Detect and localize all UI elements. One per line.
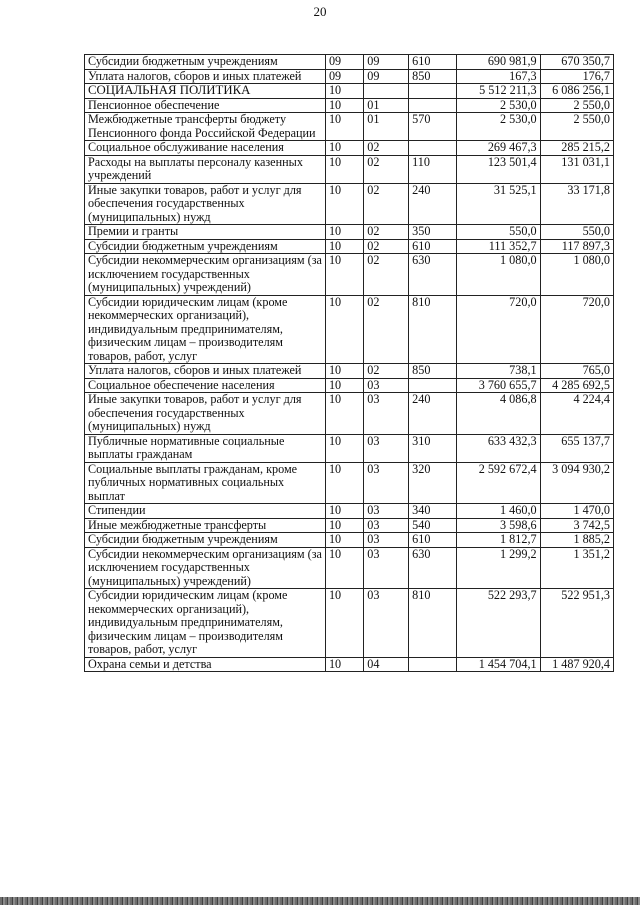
row-amount-year1-cell: 1 299,2 (457, 547, 540, 589)
row-amount-year1-cell: 738,1 (457, 364, 540, 379)
row-name-cell: Пенсионное обеспечение (85, 98, 326, 113)
budget-table-body (85, 55, 614, 672)
row-subsection-cell: 02 (364, 254, 409, 296)
row-amount-year2-cell: 1 351,2 (540, 547, 613, 589)
row-amount-year2-cell: 1 080,0 (540, 254, 613, 296)
row-section-cell: 10 (325, 84, 363, 99)
row-amount-year2-cell: 3 094 930,2 (540, 462, 613, 504)
row-amount-year2-cell: 522 951,3 (540, 589, 613, 658)
row-amount-year2-cell: 4 224,4 (540, 393, 613, 435)
row-name-cell: СОЦИАЛЬНАЯ ПОЛИТИКА (85, 84, 326, 99)
row-amount-year1-cell: 4 086,8 (457, 393, 540, 435)
row-expense-type-cell: 810 (409, 589, 457, 658)
row-expense-type-cell: 540 (409, 518, 457, 533)
table-row (85, 84, 614, 99)
budget-table (84, 54, 614, 672)
row-amount-year1-cell: 111 352,7 (457, 239, 540, 254)
row-subsection-cell: 02 (364, 141, 409, 156)
table-row (85, 183, 614, 225)
row-subsection-cell: 09 (364, 55, 409, 70)
row-amount-year1-cell: 1 460,0 (457, 504, 540, 519)
table-row (85, 518, 614, 533)
row-amount-year2-cell: 1 487 920,4 (540, 657, 613, 672)
row-amount-year1-cell: 2 530,0 (457, 113, 540, 141)
row-subsection-cell: 03 (364, 589, 409, 658)
row-amount-year1-cell: 2 530,0 (457, 98, 540, 113)
row-expense-type-cell: 310 (409, 434, 457, 462)
row-amount-year2-cell: 1 470,0 (540, 504, 613, 519)
row-expense-type-cell: 850 (409, 364, 457, 379)
row-section-cell: 10 (325, 141, 363, 156)
table-row (85, 589, 614, 658)
row-amount-year1-cell: 1 454 704,1 (457, 657, 540, 672)
row-amount-year2-cell: 33 171,8 (540, 183, 613, 225)
row-name-cell: Публичные нормативные социальные выплаты гражданам (85, 434, 326, 462)
row-expense-type-cell: 610 (409, 55, 457, 70)
row-section-cell: 10 (325, 239, 363, 254)
row-expense-type-cell (409, 98, 457, 113)
row-amount-year2-cell: 2 550,0 (540, 113, 613, 141)
row-expense-type-cell: 340 (409, 504, 457, 519)
table-row (85, 141, 614, 156)
table-row (85, 378, 614, 393)
row-expense-type-cell: 240 (409, 183, 457, 225)
row-expense-type-cell: 110 (409, 155, 457, 183)
row-name-cell: Субсидии некоммерческим организациям (за исключением государственных (муниципальных) учреждений) (85, 547, 326, 589)
row-subsection-cell: 03 (364, 378, 409, 393)
row-subsection-cell: 02 (364, 183, 409, 225)
row-name-cell: Субсидии бюджетным учреждениям (85, 239, 326, 254)
row-amount-year1-cell: 3 760 655,7 (457, 378, 540, 393)
table-row (85, 254, 614, 296)
row-subsection-cell: 02 (364, 225, 409, 240)
row-amount-year2-cell: 720,0 (540, 295, 613, 364)
row-section-cell: 10 (325, 393, 363, 435)
table-row (85, 657, 614, 672)
row-amount-year1-cell: 720,0 (457, 295, 540, 364)
row-subsection-cell: 03 (364, 518, 409, 533)
row-amount-year2-cell: 285 215,2 (540, 141, 613, 156)
row-section-cell: 10 (325, 155, 363, 183)
table-row (85, 98, 614, 113)
row-subsection-cell: 02 (364, 239, 409, 254)
row-expense-type-cell: 610 (409, 239, 457, 254)
row-name-cell: Субсидии юридическим лицам (кроме некоммерческих организаций), индивидуальным предпринимателям, физическим лицам – производителям товаров, работ, услуг (85, 589, 326, 658)
row-amount-year2-cell: 670 350,7 (540, 55, 613, 70)
row-subsection-cell: 03 (364, 504, 409, 519)
row-subsection-cell: 01 (364, 98, 409, 113)
row-amount-year1-cell: 550,0 (457, 225, 540, 240)
row-name-cell: Уплата налогов, сборов и иных платежей (85, 364, 326, 379)
table-row (85, 547, 614, 589)
row-subsection-cell: 04 (364, 657, 409, 672)
row-amount-year1-cell: 633 432,3 (457, 434, 540, 462)
row-name-cell: Социальные выплаты гражданам, кроме публичных нормативных социальных выплат (85, 462, 326, 504)
table-row (85, 225, 614, 240)
table-row (85, 239, 614, 254)
row-expense-type-cell: 810 (409, 295, 457, 364)
row-expense-type-cell (409, 141, 457, 156)
row-amount-year2-cell: 3 742,5 (540, 518, 613, 533)
row-name-cell: Стипендии (85, 504, 326, 519)
page-number: 20 (313, 4, 327, 19)
table-row (85, 434, 614, 462)
row-subsection-cell (364, 84, 409, 99)
row-subsection-cell: 02 (364, 155, 409, 183)
row-subsection-cell: 03 (364, 547, 409, 589)
table-row (85, 393, 614, 435)
row-name-cell: Иные закупки товаров, работ и услуг для обеспечения государственных (муниципальных) нужд (85, 183, 326, 225)
table-row (85, 533, 614, 548)
row-expense-type-cell (409, 378, 457, 393)
row-subsection-cell: 03 (364, 533, 409, 548)
row-expense-type-cell: 630 (409, 254, 457, 296)
row-expense-type-cell: 610 (409, 533, 457, 548)
scan-edge (0, 897, 640, 905)
row-name-cell: Иные закупки товаров, работ и услуг для обеспечения государственных (муниципальных) нужд (85, 393, 326, 435)
row-amount-year2-cell: 1 885,2 (540, 533, 613, 548)
row-section-cell: 10 (325, 113, 363, 141)
row-amount-year2-cell: 6 086 256,1 (540, 84, 613, 99)
row-name-cell: Субсидии некоммерческим организациям (за исключением государственных (муниципальных) учреждений) (85, 254, 326, 296)
row-amount-year1-cell: 2 592 672,4 (457, 462, 540, 504)
row-expense-type-cell: 570 (409, 113, 457, 141)
row-amount-year1-cell: 123 501,4 (457, 155, 540, 183)
row-subsection-cell: 02 (364, 295, 409, 364)
row-subsection-cell: 02 (364, 364, 409, 379)
row-subsection-cell: 03 (364, 393, 409, 435)
row-section-cell: 10 (325, 657, 363, 672)
row-amount-year1-cell: 3 598,6 (457, 518, 540, 533)
row-section-cell: 10 (325, 364, 363, 379)
row-amount-year1-cell: 5 512 211,3 (457, 84, 540, 99)
row-name-cell: Социальное обслуживание населения (85, 141, 326, 156)
row-section-cell: 09 (325, 55, 363, 70)
row-expense-type-cell: 350 (409, 225, 457, 240)
table-row (85, 113, 614, 141)
row-section-cell: 09 (325, 69, 363, 84)
row-expense-type-cell: 320 (409, 462, 457, 504)
table-row (85, 504, 614, 519)
row-subsection-cell: 01 (364, 113, 409, 141)
row-amount-year2-cell: 117 897,3 (540, 239, 613, 254)
row-amount-year1-cell: 167,3 (457, 69, 540, 84)
row-name-cell: Субсидии бюджетным учреждениям (85, 533, 326, 548)
row-section-cell: 10 (325, 434, 363, 462)
row-section-cell: 10 (325, 518, 363, 533)
row-name-cell: Субсидии юридическим лицам (кроме некоммерческих организаций), индивидуальным предпринимателям, физическим лицам – производителям товаров, работ, услуг (85, 295, 326, 364)
table-row (85, 55, 614, 70)
row-amount-year1-cell: 1 812,7 (457, 533, 540, 548)
row-section-cell: 10 (325, 378, 363, 393)
table-row (85, 364, 614, 379)
row-section-cell: 10 (325, 183, 363, 225)
row-subsection-cell: 09 (364, 69, 409, 84)
row-amount-year1-cell: 1 080,0 (457, 254, 540, 296)
row-name-cell: Межбюджетные трансферты бюджету Пенсионного фонда Российской Федерации (85, 113, 326, 141)
row-section-cell: 10 (325, 504, 363, 519)
table-row (85, 155, 614, 183)
table-row (85, 69, 614, 84)
row-name-cell: Иные межбюджетные трансферты (85, 518, 326, 533)
row-amount-year2-cell: 131 031,1 (540, 155, 613, 183)
row-name-cell: Уплата налогов, сборов и иных платежей (85, 69, 326, 84)
row-expense-type-cell: 630 (409, 547, 457, 589)
row-expense-type-cell: 850 (409, 69, 457, 84)
row-subsection-cell: 03 (364, 434, 409, 462)
row-section-cell: 10 (325, 98, 363, 113)
row-amount-year1-cell: 31 525,1 (457, 183, 540, 225)
row-subsection-cell: 03 (364, 462, 409, 504)
row-amount-year1-cell: 690 981,9 (457, 55, 540, 70)
row-name-cell: Социальное обеспечение населения (85, 378, 326, 393)
row-section-cell: 10 (325, 254, 363, 296)
row-amount-year2-cell: 655 137,7 (540, 434, 613, 462)
row-section-cell: 10 (325, 462, 363, 504)
row-amount-year2-cell: 765,0 (540, 364, 613, 379)
row-section-cell: 10 (325, 589, 363, 658)
row-section-cell: 10 (325, 225, 363, 240)
row-amount-year1-cell: 269 467,3 (457, 141, 540, 156)
row-name-cell: Премии и гранты (85, 225, 326, 240)
row-amount-year2-cell: 4 285 692,5 (540, 378, 613, 393)
row-section-cell: 10 (325, 533, 363, 548)
table-row (85, 295, 614, 364)
row-expense-type-cell: 240 (409, 393, 457, 435)
row-expense-type-cell (409, 84, 457, 99)
table-row (85, 462, 614, 504)
row-amount-year2-cell: 2 550,0 (540, 98, 613, 113)
row-name-cell: Субсидии бюджетным учреждениям (85, 55, 326, 70)
row-section-cell: 10 (325, 295, 363, 364)
row-amount-year2-cell: 550,0 (540, 225, 613, 240)
row-amount-year1-cell: 522 293,7 (457, 589, 540, 658)
row-name-cell: Расходы на выплаты персоналу казенных учреждений (85, 155, 326, 183)
row-expense-type-cell (409, 657, 457, 672)
row-section-cell: 10 (325, 547, 363, 589)
row-amount-year2-cell: 176,7 (540, 69, 613, 84)
row-name-cell: Охрана семьи и детства (85, 657, 326, 672)
